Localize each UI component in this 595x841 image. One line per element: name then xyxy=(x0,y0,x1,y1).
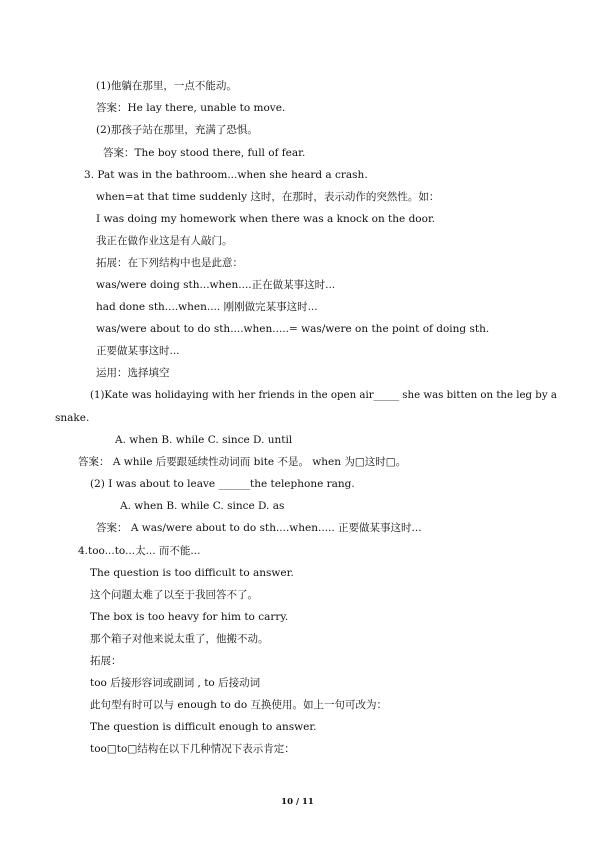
text-line: too 后接形容词或副词 , to 后接动词 xyxy=(90,677,261,689)
text-line: 正要做某事这时... xyxy=(96,345,180,357)
text-line: snake. xyxy=(55,412,90,424)
text-line: The box is too heavy for him to carry. xyxy=(90,611,289,623)
text-line: 答案：The boy stood there, full of fear. xyxy=(103,147,306,159)
text-line: The question is difficult enough to answer. xyxy=(90,721,317,733)
options-line: A. when B. while C. since D. as xyxy=(120,500,285,512)
text-line: was/were about to do sth....when.....= was/were on the point of doing sth. xyxy=(96,323,490,335)
text-line: (1)他躺在那里，一点不能动。 xyxy=(96,80,237,92)
options-line: A. when B. while C. since D. until xyxy=(115,434,293,446)
text-line: had done sth....when.... 刚刚做完某事这时... xyxy=(96,301,318,313)
text-line: (1)Kate was holidaying with her friends in the open air_____ she was bitten on the leg by a xyxy=(90,390,557,401)
page-number: 10 / 11 xyxy=(281,797,314,807)
text-line: 此句型有时可以与 enough to do 互换使用。如上一句可改为： xyxy=(90,699,387,711)
text-line: when=at that time suddenly 这时，在那时，表示动作的突然性。如： xyxy=(96,191,440,203)
section-heading: 3. Pat was in the bathroom...when she heard a crash. xyxy=(84,169,368,181)
section-heading: 4.too...to...太... 而不能... xyxy=(78,545,201,557)
answer-line: 答案： A while 后要跟延续性动词而 bite 不是。 when 为□这时□。 xyxy=(78,456,407,468)
text-line: 答案：He lay there, unable to move. xyxy=(96,102,286,114)
text-line: 拓展： xyxy=(90,655,122,667)
text-line: was/were doing sth...when....正在做某事这时... xyxy=(96,279,336,291)
text-line: I was doing my homework when there was a knock on the door. xyxy=(96,213,436,225)
text-line: 我正在做作业这是有人敲门。 xyxy=(96,235,233,247)
text-line: 那个箱子对他来说太重了，他搬不动。 xyxy=(90,633,269,645)
text-line: 拓展：在下列结构中也是此意： xyxy=(96,257,243,269)
text-line: 这个问题太难了以至于我回答不了。 xyxy=(90,589,258,601)
text-line: too□to□结构在以下几种情况下表示肯定： xyxy=(90,743,295,755)
text-line: 运用：选择填空 xyxy=(96,367,170,379)
text-line: (2)那孩子站在那里，充满了恐惧。 xyxy=(96,124,258,136)
text-line: The question is too difficult to answer. xyxy=(90,567,294,579)
answer-line: 答案： A was/were about to do sth....when..... 正要做某事这时... xyxy=(96,522,422,534)
text-line: (2) I was about to leave ______the telephone rang. xyxy=(90,478,355,490)
